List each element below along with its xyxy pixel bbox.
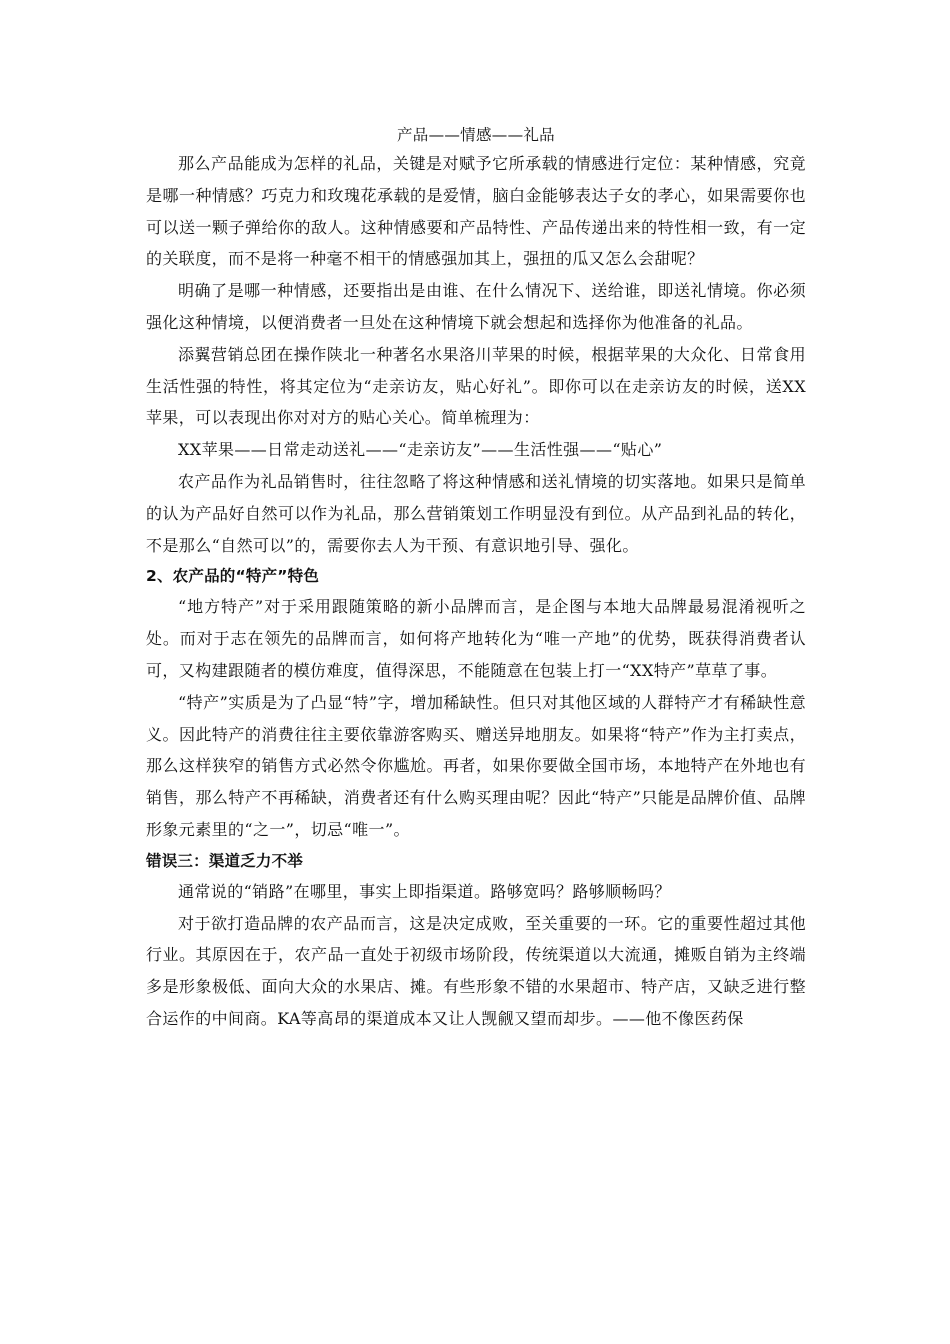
paragraph: “地方特产”对于采用跟随策略的新小品牌而言，是企图与本地大品牌最易混淆视听之处。而对于志在领先的品牌而言，如何将产地转化为“唯一产地”的优势，既获得消费者认可，又构建跟随者的模仿难度，值得深思，不能随意在包装上打一“XX特产”草草了事。 — [146, 597, 806, 680]
section-heading: 2、农产品的“特产”特色 — [146, 567, 320, 586]
paragraph: 通常说的“销路”在哪里，事实上即指渠道。路够宽吗？路够顺畅吗？ — [178, 881, 671, 901]
paragraph: 那么产品能成为怎样的礼品，关键是对赋予它所承载的情感进行定位：某种情感，究竟是哪一种情感？巧克力和玫瑰花承载的是爱情，脑白金能够表达子女的孝心，如果需要你也可以送一颗子弹给你的敌人。这种情感要和产品特性、产品传递出来的特性相一致，有一定的关联度，而不是将一种毫不相干的情感强加其上，强扭的瓜又怎么会甜呢？ — [146, 154, 806, 269]
document-page — [146, 124, 806, 1035]
paragraph: 明确了是哪一种情感，还要指出是由谁、在什么情况下、送给谁，即送礼情境。你必须强化这种情境，以便消费者一旦处在这种情境下就会想起和选择你为他准备的礼品。 — [146, 281, 806, 332]
section-title: 产品——情感——礼品 — [396, 126, 555, 144]
paragraph: 对于欲打造品牌的农产品而言，这是决定成败，至关重要的一环。它的重要性超过其他行业。其原因在于，农产品一直处于初级市场阶段，传统渠道以大流通，摊贩自销为主终端多是形象极低、面向大众的水果店、摊。有些形象不错的水果超市、特产店，又缺乏进行整合运作的中间商。KA等高昂的渠道成本又让人觊觎又望而却步。——他不像医药保 — [146, 913, 806, 1028]
section-heading: 错误三：渠道乏力不举 — [146, 851, 304, 870]
paragraph: “特产”实质是为了凸显“特”字，增加稀缺性。但只对其他区域的人群特产才有稀缺性意义。因此特产的消费往往主要依靠游客购买、赠送异地朋友。如果将“特产”作为主打卖点，那么这样狭窄的销售方式必然令你尴尬。再者，如果你要做全国市场，本地特产在外地也有销售，那么特产不再稀缺，消费者还有什么购买理由呢？因此“特产”只能是品牌价值、品牌形象元素里的“之一”，切忌“唯一”。 — [146, 692, 806, 839]
paragraph-summary-chain: XX苹果——日常走动送礼——“走亲访友”——生活性强——“贴心” — [178, 440, 663, 460]
paragraph: 添翼营销总团在操作陕北一种著名水果洛川苹果的时候，根据苹果的大众化、日常食用生活性强的特性，将其定位为“走亲访友，贴心好礼”。即你可以在走亲访友的时候，送XX苹果，可以表现出你对对方的贴心关心。简单梳理为： — [146, 344, 806, 428]
paragraph: 农产品作为礼品销售时，往往忽略了将这种情感和送礼情境的切实落地。如果只是简单的认为产品好自然可以作为礼品，那么营销策划工作明显没有到位。从产品到礼品的转化，不是那么“自然可以”的，需要你去人为干预、有意识地引导、强化。 — [146, 471, 806, 555]
